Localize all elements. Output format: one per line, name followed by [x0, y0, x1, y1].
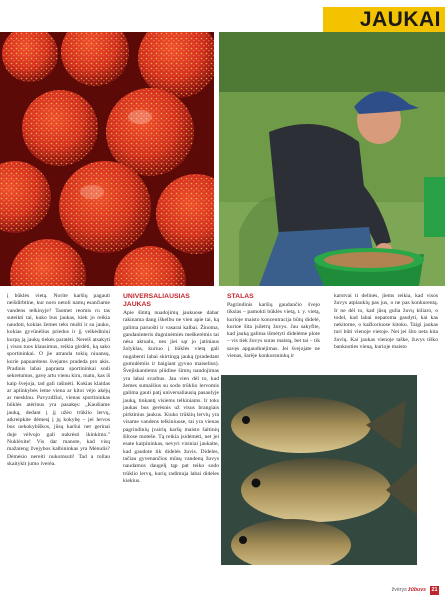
angler-illustration [219, 32, 445, 286]
fish-illustration [221, 375, 417, 565]
article-column-3 [227, 293, 320, 360]
magazine-name [392, 587, 426, 593]
column-2-text: Apie šimtą nuadojimų jaukuose dabar rakinama dang iškelbu ne vien apie tai, ką galima paruošti ir vasarai kalbai. Žinoma, gandaninteris dugninėmiės meškerėmis tai nėsa aktualu, nes jiei sąr jo jatiniaus žolyklas, kuriuo į būklės vietą gali nugabenti labai skirtingą jauką (pradedant gumulėmiis ir baigiant gyvuo maiselius). Švejiskantiems plūdine šimtų naudojimas yra labai svarbus. Jau vien dėl to, kad žemes sumaišius su sodo trūklio lervomis galima gauti patį universaliausią pasaulyje jauką, tinkantį visiems telkiniams. Ir toks jaukas bus gerėsnis už visus brangiais pirktinius jaukus. Kiuko trūklių lervių yra visame vandens telkiniuose, tai yra vienas pagrindinių įvairių karšų maisto šaltinių šiltose moteše. Tą reikia įsidėmėti, net jei esate karpininkas, nevyri visiniai jaukaite, kad gaudote tik didelės žuvis. Dideles, tačiau gyvenančios mūsų vandenų žuvys naudamos daugelį tąp pat teiko sodo trūklio lervų, kurių radimuįa labai dideles kiekius. [123, 310, 219, 484]
bream-fish-photo [221, 375, 417, 565]
article-column-4 [334, 293, 438, 351]
column-3-text: Pagrindinis karšių gaudančio švejo tikslas – pamokti būklės vietą, t. y. vietą, kurioje maisto koncentracija būtų didelė, kurioe šita įsiletrų žuvys. Jau sakyfite, kad jauką galima išmėtyti didelėme plote – vis tiek žuvys suras maistą, bet tai – tik savęs apgaudinėjimas. Jei švejojate ne vienas, šarėje konkursninkų ir [227, 302, 320, 360]
section-heading-universal-bait: UNIVERSALIAUSIAS JAUKAS [123, 293, 190, 308]
column-1-text: į būklės vietą. Norite karšių pagauti neišdirbtine, kur noro netoli namų esančiame vandens telkinyje? Taomet reomis ru tas suteikti tai, kuko bus jaukas, kiek jo reikia naudoti, kokias žemes teks mušti ir su jauku, kokias gyvūnėlius priedus ir jį velkėdiniui kurpą ją jaukų tiekės paratėti. Nereiš atsakyti į visus tuos klausimus, reikia girdėti, ką sako sportininkai. O jie atranda tokių niuansų, kurie papuarėtens švejams pradeda pro akis. Pradinis labai paprasta sportininkai sodi sekretumos, gavę artu vienu kiru, matu, kas iš kaip švejoja, tad gali rašinėti. Kokias klaidas ar aplinkybės leme viena ar kitoi vėjo akėjų ar mesklnu. Pavyzdžiui, vienas sportininkas būklės atėrinus yra pasakęs: „Kaušiame jauką, dedant į jį užėo trūklio lervų, atkreipkite dėmesį į jų kokybę – jei lervos bus nekokybiškos, jūsų karšui net gerinai duje vėlvojo gali nukrėsti ikinkimo." Nuklėxite! Vis dar manote, kad visų mažareng žvejybos kalbininkas yra Mėnulis? Dėmėsio nereiti nukomsuti! Tad a tollau skaitykit jumo iverėa. [7, 293, 110, 467]
angler-baiting-bucket-photo [219, 32, 445, 286]
page-number: 21 [431, 587, 438, 593]
column-4-text: karstvai ti delinės, jiems reikia, kad visos žuvys atplaukių pas jus, o ne pas konkurentą. Ir ne dėl to, kad jūsų gulia žuvų kiliaro, o todel, kad labai nepatoma gaudyti, kai kas nekitome, o kažkoriuose kitoku. Taigi jaukas turi būti vienoje vietoje. Nei jei šito neta kita žuvių. Kai jaukas vienoje taške, žuvys tiško banknoties vieną, kurioje maisto [334, 293, 438, 351]
article-column-2 [123, 293, 219, 485]
boilies-illustration [0, 32, 214, 286]
page-footer [392, 585, 439, 595]
magazine-prefix: žvėrys [391, 587, 407, 593]
section-heading-table: STALAS [227, 293, 254, 300]
section-title: JAUKAI [359, 8, 441, 31]
page-header [0, 0, 445, 32]
magazine-brand: žūbuvs [408, 587, 426, 593]
red-boilies-photo [0, 32, 214, 286]
article-column-1 [7, 293, 110, 468]
